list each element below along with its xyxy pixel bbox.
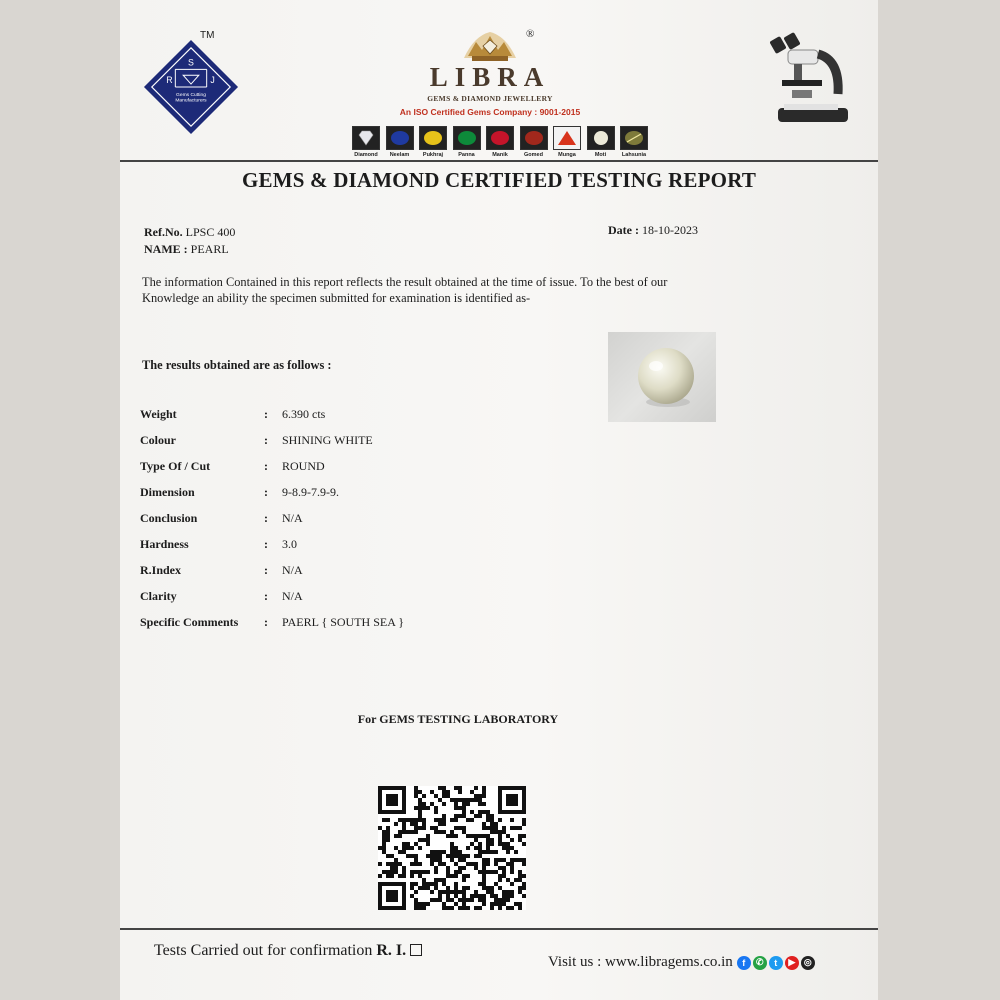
date-value: 18-10-2023: [641, 223, 698, 237]
social-icons: [735, 956, 815, 970]
srj-caption-line1: Gems Cutting: [176, 92, 206, 98]
manik-gem-icon: [490, 130, 510, 146]
spec-value: 3.0: [282, 537, 297, 551]
brand-subtitle: GEMS & DIAMOND JEWELLERY: [427, 94, 553, 103]
gem-strip: [352, 126, 648, 158]
spec-colon: :: [264, 563, 268, 577]
gem-item: [352, 126, 380, 158]
spec-colon: :: [264, 537, 268, 551]
gem-item: [386, 126, 414, 158]
gomed-gem-icon: [524, 130, 544, 146]
spec-label: Type Of / Cut: [140, 459, 211, 473]
spec-value: 6.390 cts: [282, 407, 326, 421]
registered-mark: ®: [526, 28, 535, 40]
gem-label: Manik: [492, 152, 508, 158]
gem-label: Panna: [458, 152, 475, 158]
name-value: PEARL: [190, 242, 229, 256]
spec-value: N/A: [282, 563, 303, 577]
ref-value: LPSC 400: [185, 225, 236, 239]
srj-letter-j: J: [210, 75, 215, 86]
iso-certification: An ISO Certified Gems Company : 9001-2015: [399, 107, 581, 117]
qr-code[interactable]: [378, 786, 526, 910]
gem-item: [520, 126, 548, 158]
gem-shape: [359, 131, 373, 145]
gem-shape: [491, 131, 509, 145]
spec-colon: :: [264, 407, 268, 421]
srj-letter-r: R: [166, 75, 173, 86]
spec-value: ROUND: [282, 459, 325, 473]
diamond-gem-icon: [356, 130, 376, 146]
gem-item: [620, 126, 648, 158]
instagram-icon[interactable]: ◎: [801, 956, 815, 970]
srj-letter-s: S: [188, 57, 194, 68]
gem-label: Gomed: [524, 152, 543, 158]
srj-logo-icon: [142, 38, 240, 136]
spec-colon: :: [264, 589, 268, 603]
spec-label: Clarity: [140, 589, 177, 603]
gem-shape: [594, 131, 608, 145]
libra-brand: [390, 28, 590, 117]
gem-item: [419, 126, 447, 158]
spec-label: Hardness: [140, 537, 189, 551]
intro-line-1: The information Contained in this report reflects the result obtained at the time of issue. To the best of our: [142, 275, 668, 289]
ref-number-row: [144, 225, 235, 240]
results-heading: The results obtained are as follows :: [142, 358, 332, 372]
spec-label: Weight: [140, 407, 177, 421]
gem-shape: [525, 131, 543, 145]
spec-colon: :: [264, 485, 268, 499]
spec-colon: :: [264, 433, 268, 447]
spec-label: Colour: [140, 433, 176, 447]
gem-shape: [391, 131, 409, 145]
ref-label: Ref.No.: [144, 225, 183, 239]
gem-label: Diamond: [354, 152, 378, 158]
gem-label: Moti: [594, 152, 607, 158]
libra-crown-emblem-icon: [460, 28, 520, 66]
certificate-page: [120, 0, 878, 1000]
tests-text: Tests Carried out for confirmation: [154, 942, 373, 959]
gem-label: Pukhraj: [422, 152, 444, 158]
microscope-icon: [768, 30, 854, 130]
neelam-gem-icon: [390, 130, 410, 146]
lab-signature-line: For GEMS TESTING LABORATORY: [357, 712, 559, 726]
specimen-photo: [608, 332, 716, 422]
name-row: [144, 242, 229, 257]
gem-item: [587, 126, 615, 158]
spec-colon: :: [264, 615, 268, 629]
spec-value: PAERL { SOUTH SEA }: [282, 615, 404, 629]
spec-colon: :: [264, 511, 268, 525]
gem-label: Munga: [558, 152, 576, 158]
spec-value: SHINING WHITE: [282, 433, 373, 447]
twitter-icon[interactable]: t: [769, 956, 783, 970]
gem-item: [553, 126, 581, 158]
pearl-icon: [608, 332, 716, 422]
spec-colon: :: [264, 459, 268, 473]
spec-label: Conclusion: [140, 511, 198, 525]
munga-gem-icon: [557, 130, 577, 146]
website-line: [548, 954, 815, 971]
panna-gem-icon: [457, 130, 477, 146]
spec-label: Specific Comments: [140, 615, 239, 629]
gem-label: Neelam: [389, 152, 410, 158]
date-row: [608, 223, 698, 238]
date-label: Date :: [608, 223, 639, 237]
footer-divider: [120, 928, 878, 930]
trademark-mark: TM: [200, 30, 215, 41]
intro-line-2: Knowledge an ability the specimen submitted for examination is identified as-: [142, 291, 531, 305]
confirmation-checkbox[interactable]: [410, 944, 422, 956]
name-label: NAME :: [144, 242, 188, 256]
gem-label: Lahsunia: [621, 152, 647, 158]
gem-shape: [458, 131, 476, 145]
moti-gem-icon: [591, 130, 611, 146]
tests-confirmation: [154, 942, 422, 960]
report-title: GEMS & DIAMOND CERTIFIED TESTING REPORT: [241, 168, 757, 192]
brand-name: LIBRA: [429, 62, 551, 92]
intro-paragraph: [142, 274, 782, 306]
whatsapp-icon[interactable]: ✆: [753, 956, 767, 970]
srj-caption-line2: Manufacturers: [175, 98, 207, 104]
website-link[interactable]: Visit us : www.libragems.co.in: [548, 954, 733, 970]
gem-shape: [558, 131, 576, 145]
youtube-icon[interactable]: ▶: [785, 956, 799, 970]
spec-value: N/A: [282, 589, 303, 603]
pukhraj-gem-icon: [423, 130, 443, 146]
gem-item: [486, 126, 514, 158]
gem-shape: [424, 131, 442, 145]
tests-method: R. I.: [376, 942, 407, 959]
lahsunia-gem-icon: [624, 130, 644, 146]
spec-value: N/A: [282, 511, 303, 525]
spec-value: 9-8.9-7.9-9.: [282, 485, 339, 499]
header-divider: [120, 160, 878, 162]
gem-item: [453, 126, 481, 158]
spec-label: R.Index: [140, 563, 182, 577]
facebook-icon[interactable]: f: [737, 956, 751, 970]
spec-label: Dimension: [140, 485, 195, 499]
